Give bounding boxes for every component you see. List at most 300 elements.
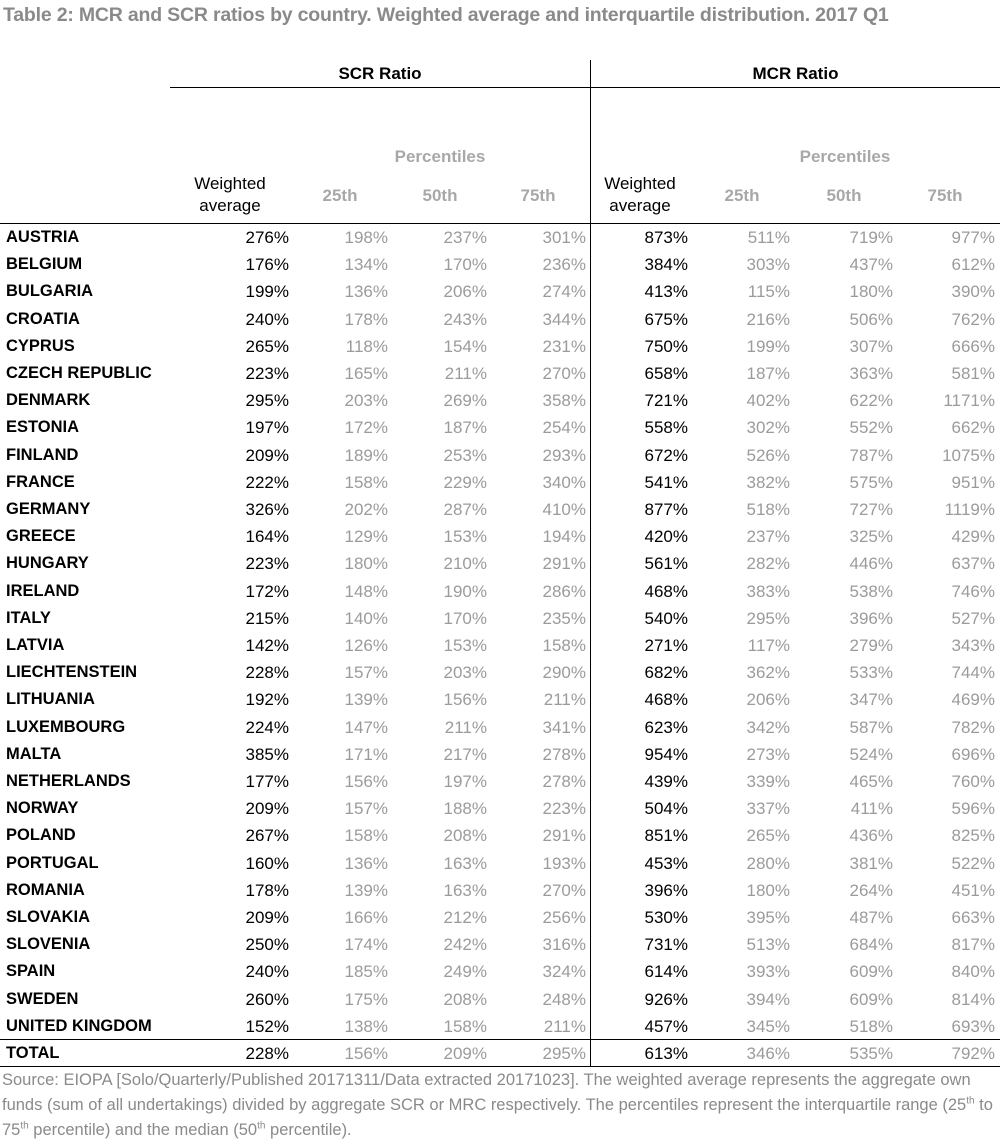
mcr-p75-value: 760% <box>951 772 995 791</box>
scr-p50-value: 211% <box>444 717 487 737</box>
table-row <box>0 931 1000 958</box>
scr-p50-value: 188% <box>443 799 487 819</box>
mcr-weighted-value: 750% <box>644 336 688 356</box>
scr-p75-value: 278% <box>542 744 586 764</box>
mcr-p50-value: 325% <box>849 527 893 547</box>
scr-p75-value: 324% <box>542 962 586 982</box>
scr-p50-value: 253% <box>443 445 487 465</box>
mcr-p25-value: 382% <box>746 472 790 492</box>
country-name: SLOVAKIA <box>6 908 91 926</box>
table-row <box>0 360 1000 387</box>
table-row <box>0 306 1000 333</box>
mcr-p75-value: 429% <box>951 527 995 547</box>
scr-p75-value: 290% <box>542 663 586 683</box>
country-name: NORWAY <box>6 799 79 818</box>
scr-p75-value: 274% <box>542 282 586 302</box>
mcr-weighted-value: 613% <box>644 1044 688 1063</box>
mcr-p75-value: 814% <box>951 989 995 1009</box>
mcr-p75-value: 825% <box>951 826 995 846</box>
table-title: Table 2: MCR and SCR ratios by country. Weighted average and interquartile distribution. 2017 Q1 <box>3 4 889 26</box>
scr-weighted-value: 265% <box>245 336 289 356</box>
scr-p75-value: 223% <box>542 799 586 819</box>
mcr-p75-value: 343% <box>951 636 995 655</box>
scr-p25-value: 172% <box>344 418 388 438</box>
table-row <box>0 550 1000 577</box>
scr-p75-value: 211% <box>543 1016 586 1036</box>
mcr-p75-value: 451% <box>951 880 995 900</box>
scr-p75-value: 236% <box>542 255 586 275</box>
country-name: LITHUANIA <box>6 690 95 709</box>
scr-weighted-value: 197% <box>245 418 289 438</box>
scr-percentiles-header: Percentiles <box>394 147 486 166</box>
scr-p75-value: 270% <box>542 364 586 383</box>
country-name: SWEDEN <box>6 989 79 1008</box>
scr-weighted-value: 228% <box>245 1044 289 1063</box>
mcr-p75-value: 1119% <box>944 500 995 519</box>
country-name: ESTONIA <box>6 418 80 437</box>
scr-p50-value: 170% <box>443 255 487 275</box>
total-top-rule <box>0 1039 1000 1040</box>
scr-p75-value: 291% <box>542 826 586 846</box>
mcr-p75-value: 746% <box>951 581 995 601</box>
scr-p75-value: 410% <box>542 500 586 519</box>
scr-p25-value: 129% <box>344 527 388 547</box>
mcr-p75-value: 662% <box>951 418 995 438</box>
country-name: TOTAL <box>6 1044 60 1062</box>
scr-p75-value: 270% <box>542 880 586 900</box>
scr-p50-value: 208% <box>443 826 487 846</box>
mcr-p25-value: 526% <box>746 445 790 465</box>
scr-p25-value: 203% <box>344 391 388 411</box>
mcr-weighted-value: 873% <box>644 228 688 247</box>
country-name: ROMANIA <box>6 880 85 899</box>
scr-p75-value: 340% <box>542 472 586 492</box>
mcr-p75-header: 75th <box>927 186 963 205</box>
mcr-weighted-value: 851% <box>644 826 688 846</box>
table-row <box>0 496 1000 523</box>
mcr-p75-value: 596% <box>951 799 995 819</box>
country-name: BELGIUM <box>6 255 83 274</box>
mcr-p25-value: 295% <box>746 608 790 628</box>
mcr-percentiles-header: Percentiles <box>799 147 891 166</box>
scr-p25-value: 165% <box>344 364 388 383</box>
scr-p25-value: 189% <box>344 445 388 465</box>
mcr-p25-value: 518% <box>746 500 790 519</box>
table-row <box>0 251 1000 278</box>
mcr-p75-value: 693% <box>951 1016 995 1036</box>
scr-weighted-value: 228% <box>245 663 289 683</box>
mcr-p50-value: 524% <box>849 744 893 764</box>
table-row <box>0 877 1000 904</box>
mcr-p25-value: 199% <box>746 336 790 356</box>
mcr-p50-value: 552% <box>849 418 893 438</box>
table-row <box>0 958 1000 985</box>
mcr-ratio-header: MCR Ratio <box>752 64 839 83</box>
mcr-p75-value: 612% <box>951 255 995 275</box>
scr-p25-value: 174% <box>344 935 388 955</box>
mcr-p75-value: 637% <box>951 554 995 574</box>
mcr-p50-value: 180% <box>849 282 893 302</box>
table-row <box>0 822 1000 849</box>
mcr-weighted-value: 439% <box>644 772 688 791</box>
scr-p25-value: 138% <box>344 1016 388 1036</box>
scr-weighted-value: 152% <box>245 1016 289 1036</box>
scr-weighted-value: 260% <box>245 989 289 1009</box>
scr-weighted-value: 209% <box>245 799 289 819</box>
mcr-p50-value: 396% <box>849 608 893 628</box>
mcr-p25-header: 25th <box>724 186 760 205</box>
scr-p50-value: 243% <box>443 309 487 329</box>
scr-p75-header: 75th <box>520 186 556 205</box>
table-row <box>0 523 1000 550</box>
scr-weighted-value: 177% <box>245 772 289 791</box>
scr-p75-value: 254% <box>542 418 586 438</box>
scr-p75-value: 158% <box>542 636 586 655</box>
mcr-p25-value: 395% <box>746 908 790 927</box>
table-row <box>0 387 1000 414</box>
country-name: POLAND <box>6 826 76 845</box>
scr-p50-value: 209% <box>443 1044 487 1063</box>
mcr-p50-header: 50th <box>826 186 862 205</box>
mcr-weighted-value: 530% <box>644 908 688 927</box>
scr-p50-value: 211% <box>444 364 487 383</box>
mcr-p25-value: 273% <box>746 744 790 764</box>
scr-p25-value: 157% <box>344 799 388 819</box>
table-row <box>0 795 1000 822</box>
mcr-p50-value: 381% <box>849 853 893 873</box>
country-name: FRANCE <box>6 472 75 491</box>
scr-weighted-value: 164% <box>245 527 289 547</box>
scr-p25-value: 126% <box>344 636 388 655</box>
mcr-p25-value: 115% <box>747 282 790 302</box>
mcr-p75-value: 840% <box>951 962 995 982</box>
country-name: CYPRUS <box>6 336 75 355</box>
scr-p25-value: 139% <box>344 690 388 710</box>
scr-p75-value: 231% <box>542 336 586 356</box>
scr-weighted-value: 209% <box>245 908 289 927</box>
mcr-p50-value: 264% <box>849 880 893 900</box>
mcr-p50-value: 533% <box>849 663 893 683</box>
scr-p50-value: 163% <box>443 853 487 873</box>
mcr-p25-value: 394% <box>746 989 790 1009</box>
scr-p50-value: 229% <box>443 472 487 492</box>
scr-weighted-value: 276% <box>245 228 289 247</box>
mcr-p50-value: 535% <box>849 1044 893 1063</box>
scr-p50-value: 210% <box>443 554 487 574</box>
mcr-p25-value: 342% <box>746 717 790 737</box>
scr-weighted-value: 267% <box>245 826 289 846</box>
country-name: PORTUGAL <box>6 853 99 872</box>
scr-p75-value: 358% <box>542 391 586 411</box>
table-row <box>0 278 1000 305</box>
mcr-weighted-value: 877% <box>644 500 688 519</box>
scr-weighted-value: 209% <box>245 445 289 465</box>
mcr-p25-value: 206% <box>746 690 790 710</box>
mcr-p50-value: 446% <box>849 554 893 574</box>
mcr-p50-value: 609% <box>849 989 893 1009</box>
mcr-p75-value: 1171% <box>943 391 995 411</box>
header-top-rule <box>170 87 1000 88</box>
table-row <box>0 414 1000 441</box>
table-row <box>0 632 1000 659</box>
total-bottom-rule <box>0 1066 1000 1067</box>
country-name: IRELAND <box>6 581 80 600</box>
mcr-p50-value: 437% <box>849 255 893 275</box>
scr-p75-value: 211% <box>543 690 586 710</box>
scr-weighted-value: 178% <box>245 880 289 900</box>
country-name: GREECE <box>6 527 76 546</box>
scr-p50-value: 269% <box>443 391 487 411</box>
scr-weighted-average-header: Weighted average <box>194 174 266 215</box>
country-name: SLOVENIA <box>6 935 91 954</box>
mcr-p25-value: 346% <box>746 1044 790 1063</box>
mcr-p25-value: 265% <box>746 826 790 846</box>
scr-p25-value: 136% <box>344 282 388 302</box>
total-row <box>0 1040 1000 1067</box>
scr-p25-value: 171% <box>344 744 388 764</box>
scr-weighted-value: 326% <box>245 500 289 519</box>
scr-weighted-value: 385% <box>245 744 289 764</box>
mcr-p25-value: 393% <box>746 962 790 982</box>
scr-p50-value: 287% <box>443 500 487 519</box>
mcr-p75-value: 663% <box>951 908 995 927</box>
mcr-p25-value: 280% <box>746 853 790 873</box>
scr-weighted-value: 199% <box>245 282 289 302</box>
mcr-p75-value: 792% <box>951 1044 995 1063</box>
table-row <box>0 578 1000 605</box>
scr-weighted-value: 223% <box>245 364 289 383</box>
mcr-p75-value: 527% <box>951 608 995 628</box>
scr-weighted-value: 172% <box>245 581 289 601</box>
scr-p50-value: 242% <box>443 935 487 955</box>
mcr-weighted-value: 540% <box>644 608 688 628</box>
scr-p50-value: 154% <box>443 336 487 356</box>
scr-p25-value: 136% <box>344 853 388 873</box>
table-row <box>0 986 1000 1013</box>
mcr-weighted-value: 675% <box>644 309 688 329</box>
mcr-weighted-value: 658% <box>644 364 688 383</box>
mcr-weighted-value: 541% <box>644 472 688 492</box>
scr-p75-value: 193% <box>542 853 586 873</box>
scr-ratio-header: SCR Ratio <box>338 64 422 83</box>
mcr-p25-value: 337% <box>746 799 790 819</box>
scr-p75-value: 256% <box>542 908 586 927</box>
scr-p75-value: 293% <box>542 445 586 465</box>
mcr-weighted-value: 420% <box>644 527 688 547</box>
mcr-weighted-average-header: Weighted average <box>604 174 676 215</box>
scr-p50-value: 203% <box>443 663 487 683</box>
mcr-p50-value: 575% <box>849 472 893 492</box>
mcr-p75-value: 696% <box>951 744 995 764</box>
mcr-weighted-value: 731% <box>644 935 688 955</box>
scr-p50-value: 158% <box>443 1016 487 1036</box>
country-name: CZECH REPUBLIC <box>6 364 152 382</box>
country-name: ITALY <box>6 608 51 627</box>
table-row <box>0 1013 1000 1040</box>
scr-p75-value: 235% <box>542 608 586 628</box>
mcr-weighted-value: 614% <box>644 962 688 982</box>
mcr-p50-value: 363% <box>849 364 893 383</box>
mcr-weighted-value: 504% <box>644 799 688 819</box>
mcr-p75-value: 782% <box>951 717 995 737</box>
scr-p75-value: 316% <box>542 935 586 955</box>
mcr-p50-value: 347% <box>849 690 893 710</box>
scr-weighted-value: 295% <box>245 391 289 411</box>
mcr-weighted-value: 396% <box>644 880 688 900</box>
mcr-weighted-value: 457% <box>644 1016 688 1036</box>
country-name: DENMARK <box>6 391 91 410</box>
scr-p50-value: 208% <box>443 989 487 1009</box>
country-name: CROATIA <box>6 309 80 328</box>
mcr-p75-value: 581% <box>951 364 995 383</box>
mcr-p75-value: 1075% <box>942 445 995 465</box>
scr-p50-value: 190% <box>443 581 487 601</box>
scr-p25-value: 139% <box>344 880 388 900</box>
scr-p25-value: 166% <box>344 908 388 927</box>
table-row <box>0 469 1000 496</box>
mcr-p25-value: 513% <box>746 935 790 955</box>
scr-p25-value: 156% <box>344 1044 388 1063</box>
scr-p50-value: 187% <box>443 418 487 438</box>
mcr-p25-value: 339% <box>746 772 790 791</box>
country-name: GERMANY <box>6 500 91 518</box>
mcr-weighted-value: 271% <box>644 636 688 655</box>
mcr-p50-value: 587% <box>849 717 893 737</box>
mcr-p25-value: 303% <box>746 255 790 275</box>
mcr-p50-value: 465% <box>849 772 893 791</box>
mcr-p50-value: 622% <box>849 391 893 411</box>
scr-p25-value: 148% <box>344 581 388 601</box>
scr-weighted-value: 240% <box>245 309 289 329</box>
source-note: Source: EIOPA [Solo/Quarterly/Published 20171311/Data extracted 20171023]. The weighted average represents the aggregate own funds (sum of all undertakings) divided by aggregate SCR or MRC respectively. The percentiles represent the interquartile range (25th to 75th percentile) and the median (50th percentile). <box>2 1071 993 1139</box>
mcr-p25-value: 187% <box>746 364 790 383</box>
mcr-p50-value: 506% <box>849 309 893 329</box>
country-name: NETHERLANDS <box>6 772 131 790</box>
mcr-p50-value: 518% <box>849 1016 893 1036</box>
scr-p25-value: 140% <box>344 608 388 628</box>
scr-weighted-value: 240% <box>245 962 289 982</box>
scr-p25-value: 134% <box>344 255 388 275</box>
scr-weighted-value: 160% <box>245 853 289 873</box>
mcr-p25-value: 237% <box>746 527 790 547</box>
mcr-p25-value: 345% <box>746 1016 790 1036</box>
country-name: HUNGARY <box>6 554 89 573</box>
scr-p75-value: 194% <box>542 527 586 547</box>
scr-p75-value: 291% <box>542 554 586 574</box>
scr-p50-value: 249% <box>443 962 487 982</box>
country-name: LUXEMBOURG <box>6 717 126 736</box>
mcr-p75-value: 522% <box>951 853 995 873</box>
scr-p75-value: 341% <box>542 717 586 737</box>
mcr-weighted-value: 561% <box>644 554 688 574</box>
mcr-weighted-value: 682% <box>644 663 688 683</box>
mcr-p50-value: 727% <box>849 500 893 519</box>
scr-p50-value: 197% <box>443 772 487 791</box>
scr-p25-value: 198% <box>344 228 388 247</box>
mcr-weighted-value: 623% <box>644 717 688 737</box>
mcr-p50-value: 279% <box>849 636 893 655</box>
mcr-p25-value: 383% <box>746 581 790 601</box>
mcr-p75-value: 817% <box>951 935 995 955</box>
mcr-p50-value: 307% <box>849 336 893 356</box>
scr-weighted-value: 250% <box>245 935 289 955</box>
table-row <box>0 768 1000 795</box>
mcr-weighted-value: 672% <box>644 445 688 465</box>
scr-p50-value: 170% <box>443 608 487 628</box>
mcr-weighted-value: 926% <box>644 989 688 1009</box>
scr-p50-header: 50th <box>422 186 458 205</box>
mcr-weighted-value: 468% <box>644 690 688 710</box>
scr-p75-value: 301% <box>542 228 586 247</box>
scr-weighted-value: 223% <box>245 554 289 574</box>
scr-p25-value: 158% <box>344 826 388 846</box>
mcr-p50-value: 538% <box>849 581 893 601</box>
mcr-weighted-value: 384% <box>644 255 688 275</box>
scr-weighted-value: 215% <box>245 608 289 628</box>
mcr-p75-value: 469% <box>951 690 995 710</box>
table-row <box>0 333 1000 360</box>
mcr-p25-value: 362% <box>746 663 790 683</box>
mcr-p50-value: 684% <box>849 935 893 955</box>
mcr-p25-value: 282% <box>746 554 790 574</box>
mcr-p25-value: 302% <box>746 418 790 438</box>
table-row <box>0 904 1000 931</box>
mcr-p75-value: 666% <box>951 336 995 356</box>
scr-p25-value: 158% <box>344 472 388 492</box>
mcr-p75-value: 951% <box>951 472 995 492</box>
scr-p50-value: 217% <box>443 744 487 764</box>
country-name: AUSTRIA <box>6 228 80 246</box>
scr-p75-value: 344% <box>542 309 586 329</box>
mcr-weighted-value: 453% <box>644 853 688 873</box>
scr-p25-value: 175% <box>344 989 388 1009</box>
mcr-p25-value: 511% <box>747 228 790 247</box>
table-row <box>0 741 1000 768</box>
scr-weighted-value: 192% <box>245 690 289 710</box>
mcr-p50-value: 487% <box>849 908 893 927</box>
scr-p75-value: 295% <box>542 1044 586 1063</box>
country-name: FINLAND <box>6 445 79 464</box>
table-row <box>0 605 1000 632</box>
scr-p50-value: 156% <box>443 690 487 710</box>
mcr-weighted-value: 558% <box>644 418 688 438</box>
scr-p50-value: 212% <box>443 908 487 927</box>
mcr-p50-value: 411% <box>850 799 893 819</box>
mcr-weighted-value: 413% <box>644 282 688 302</box>
scr-p75-value: 248% <box>542 989 586 1009</box>
table-row <box>0 850 1000 877</box>
mcr-p25-value: 180% <box>746 880 790 900</box>
mcr-p50-value: 787% <box>849 445 893 465</box>
mcr-p25-value: 216% <box>746 309 790 329</box>
scr-weighted-value: 222% <box>245 472 289 492</box>
mcr-p75-value: 390% <box>951 282 995 302</box>
scr-p25-value: 147% <box>344 717 388 737</box>
scr-p25-value: 118% <box>345 336 388 356</box>
scr-p25-header: 25th <box>322 186 358 205</box>
scr-p50-value: 206% <box>443 282 487 302</box>
country-name: LIECHTENSTEIN <box>6 663 138 682</box>
country-name: UNITED KINGDOM <box>6 1016 152 1035</box>
table-row <box>0 224 1000 251</box>
table-row <box>0 686 1000 713</box>
mcr-p50-value: 436% <box>849 826 893 846</box>
country-name: LATVIA <box>6 636 65 654</box>
mcr-p75-value: 744% <box>951 663 995 683</box>
mcr-weighted-value: 721% <box>644 391 688 411</box>
mcr-p75-value: 762% <box>951 309 995 329</box>
country-name: MALTA <box>6 744 62 763</box>
